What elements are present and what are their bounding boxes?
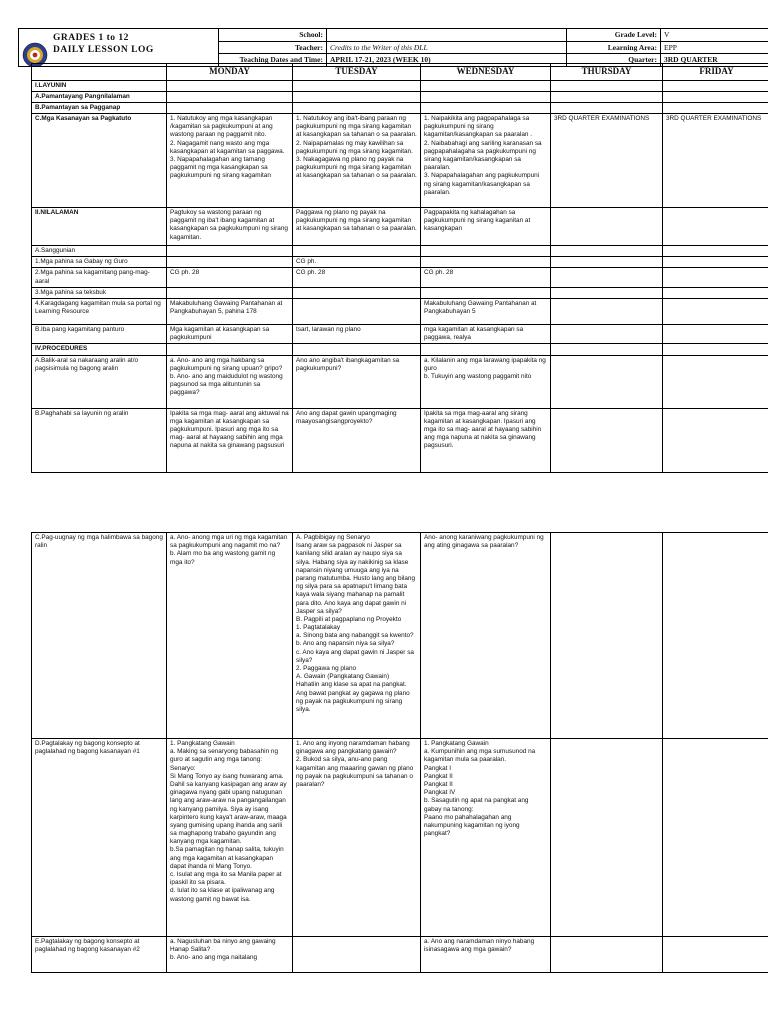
cell-monday: 1. Natutukoy ang mga kasangkapan /kagamitan sa pagkukumpuni at ang wastong paraan ng paggamit nito. 2. Nagagamit nang wasto ang mga kasangkapan at kagamitan sa paggawa. 3. Napapahalagahan ang tamang paggamit ng mga kasangkapan sa pagkukumpuni ng sirang kagamitan <box>167 114 293 208</box>
quarter-label: Quarter: <box>567 54 661 67</box>
cell-tuesday <box>293 299 421 325</box>
cell-wednesday: Makabuluhang Gawaing Pantahanan at Pangkabuhayan 5 <box>421 299 551 325</box>
cell-thursday <box>551 208 663 246</box>
cell-thursday <box>551 299 663 325</box>
cell-friday <box>663 208 768 246</box>
cell-monday <box>167 246 293 257</box>
learning-area-value: EPP <box>661 41 768 54</box>
cell-tuesday <box>293 287 421 298</box>
form-title: GRADES 1 to 12 <box>53 33 129 43</box>
day-header-wednesday: WEDNESDAY <box>421 64 551 81</box>
cell-tuesday: Paggawa ng plano ng payak na pagkukumpuni ng mga sirang kagamitan at kasangkapan sa tahanan o sa paaralan. <box>293 208 421 246</box>
cell-monday: Pagtukoy sa wastong paraan ng paggamit ng iba't ibang kagamitan at kasangkapan sa pagkukumpuni ng sirang kagamitan. <box>167 208 293 246</box>
lesson-row <box>32 102 768 113</box>
cell-wednesday: mga kagamitan at kasangkapan sa paggawa, realya <box>421 325 551 344</box>
grade-level-value: V <box>661 29 768 42</box>
cell-monday: 1. Pangkatang Gawain a. Making sa senaryong babasahin ng guro at sagutin ang mga tanong: Senaryo: Si Mang Tonyo ay isang huwarang ama. Dahil sa kanyang kasipagan ang araw ay ginagawa nyang gabi upang natugunan lang ang araw-araw na pangangailangan ng kanyang pamilya. Siya ay isang karpintero kung kaya't araw-araw, maaga syang gumising upang ihanda ang sarili sa maghapong trabaho gayundin ang kanyang mga kagamitan. b.Sa pamagitan ng hanap salita, tukuyin ang mga kagamitan at kasangkapan dapat ihanda ni Mang Tonyo. c. Isulat ang mga ito sa Manila paper at ipaskil ito sa pisara. d. Iulat ito sa klase at ipaliwanag ang wastong gamit ng bawat isa. <box>167 739 293 937</box>
lesson-row <box>32 408 768 472</box>
cell-tuesday: Ano ano angiba't ibangkagamitan sa pagkukumpuni? <box>293 355 421 408</box>
row-label: 3.Mga pahina sa teksbuk <box>32 287 167 298</box>
cell-monday <box>167 80 293 91</box>
lesson-row <box>32 80 768 91</box>
row-label: A.Pamantayang Pangnilalaman <box>32 91 167 102</box>
row-label: 4.Karagdagang kagamitan mula sa portal ng Learning Resource <box>32 299 167 325</box>
cell-monday: Makabuluhang Gawaing Pantahanan at Pangkabuhayan 5, pahina 178 <box>167 299 293 325</box>
cell-tuesday: 1. Natutukoy ang iba't-ibang paraan ng pagkukumpuni ng mga sirang kagamitan at kasangkapan sa tahanan o sa paaralan. 2. Naipapamalas ng may kawilihan sa pagkukumpuni ng mga sirang kagamitan. 3. Nakagagawa ng plano ng payak na pagkukumpuni ng mga sirang kagamitan at kasangkapan sa tahanan o sa paaralan. <box>293 114 421 208</box>
cell-thursday <box>551 102 663 113</box>
cell-wednesday <box>421 287 551 298</box>
cell-wednesday <box>421 102 551 113</box>
lesson-row <box>32 287 768 298</box>
lesson-row <box>32 355 768 408</box>
row-label: 2.Mga pahina sa kagamitang pang-mag-aaral <box>32 268 167 287</box>
day-header-thursday: THURSDAY <box>551 64 663 81</box>
cell-thursday <box>551 344 663 355</box>
day-header-blank <box>32 64 167 81</box>
cell-monday: Ipakita sa mga mag- aaral ang aktuwal na mga kagamitan at kasangkapan sa pagkukumpuni. Ipasuri ang mga ito sa mag- aaral at hayaang sabihin ang mga napuna at nakita sa ginawang pagsusuri <box>167 408 293 472</box>
cell-thursday <box>551 91 663 102</box>
cell-monday: a. Nagustuhan ba ninyo ang gawaing Hanap Salita? b. Ano- ano ang mga naitalang <box>167 937 293 973</box>
cell-thursday <box>551 246 663 257</box>
cell-friday: 3RD QUARTER EXAMINATIONS <box>663 114 768 208</box>
cell-wednesday <box>421 80 551 91</box>
cell-thursday: 3RD QUARTER EXAMINATIONS <box>551 114 663 208</box>
cell-wednesday <box>421 344 551 355</box>
cell-friday <box>663 937 768 973</box>
cell-friday <box>663 533 768 739</box>
lesson-row <box>32 325 768 344</box>
row-label: A.Balik-aral sa nakaraang aralin at/o pagsisimula ng bagong aralin <box>32 355 167 408</box>
row-label: C.Mga Kasanayan sa Pagkatuto <box>32 114 167 208</box>
learning-area-label: Learning Area: <box>567 41 661 54</box>
cell-wednesday <box>421 257 551 268</box>
lesson-row <box>32 91 768 102</box>
cell-monday: a. Ano- anong mga uri ng mga kagamitan sa pagkukumpuni ang nagamit mo na? b. Alam mo ba ang wastong gamit ng mga ito? <box>167 533 293 739</box>
cell-wednesday: Ano- anong karaniwang pagkukumpuni ng ang ating ginagawa sa paaralan? <box>421 533 551 739</box>
cell-thursday <box>551 268 663 287</box>
cell-tuesday: Ano ang dapat gawin upangmaging maayosangisangproyekto? <box>293 408 421 472</box>
row-label: C.Pag-uugnay ng mga halimbawa sa bagong ralin <box>32 533 167 739</box>
cell-tuesday <box>293 344 421 355</box>
cell-tuesday <box>293 246 421 257</box>
cell-thursday <box>551 408 663 472</box>
dll-header-table <box>18 28 768 67</box>
teaching-dates-value: APRIL 17-21, 2023 (WEEK 10) <box>327 54 567 67</box>
row-label: I.LAYUNIN <box>32 80 167 91</box>
lesson-row <box>32 246 768 257</box>
cell-wednesday <box>421 91 551 102</box>
cell-thursday <box>551 257 663 268</box>
grade-level-label: Grade Level: <box>567 29 661 42</box>
cell-wednesday: 1. Naipakikita ang pagpapahalaga sa pagkukumpuni ng sirang kagamitan/kasangkapan sa paaralan . 2. Naibabahagi ang sariling karanasan sa pagpapahalagaha sa pagkukumpuni ng sirang kagamitan/kasangkapan sa paaralan. 3. Napapahalagahan ang pagkukumpuni ng sirang kagamitan/kasangkapan sa paaralan. <box>421 114 551 208</box>
cell-tuesday <box>293 80 421 91</box>
cell-friday <box>663 80 768 91</box>
cell-wednesday: Ipakita sa mga mag-aaral ang sirang kagamitan at kasangkapan. Ipasuri ang mga ito sa mag- aaral at hayaang sabihin ang mga napuna at nakita sa ginawang pagsusuri. <box>421 408 551 472</box>
cell-tuesday: 1. Ano ang inyong naramdaman habang ginagawa ang pangkatang gawain? 2. Bukod sa silya, anu-ano pang kagamitan ang maaaring gawan ng plano ng payak na pagkukumpuni sa tahanan o paaralan? <box>293 739 421 937</box>
row-label: E.Pagtalakay ng bagong konsepto at paglalahad ng bagong kasanayan #2 <box>32 937 167 973</box>
cell-friday <box>663 257 768 268</box>
lesson-row <box>32 937 768 973</box>
cell-friday <box>663 739 768 937</box>
cell-friday <box>663 325 768 344</box>
teaching-dates-label: Teaching Dates and Time: <box>219 54 327 67</box>
lesson-table-page1 <box>31 63 768 473</box>
logo-cell <box>19 29 219 67</box>
cell-wednesday: Pagpapakita ng kahalagahan sa pagkukumpuni ng sirang kaganitan at kasangkapan <box>421 208 551 246</box>
row-label: B.Iba pang kagamitang panturo <box>32 325 167 344</box>
lesson-row <box>32 268 768 287</box>
row-label: 1.Mga pahina sa Gabay ng Guro <box>32 257 167 268</box>
cell-tuesday: A. Pagbibigay ng Senaryo Isang araw sa pagpasok ni Jasper sa kanilang silid aralan ay naupo siya sa silya. Habang siya ay nakikinig sa klase napansin niyang umuuga ang iya na parang matutumba. Husto lang ang bilang ng silya para sa apatnapu't limang bata kaya wala siyang mahanap na pamalit para dito. Ano kaya ang dapat gawin ni Jasper sa silya? B. Pagpili at pagpaplano ng Proyekto 1. Pagtatalakay a. Sinong bata ang nabanggit sa kwento? b. Ano ang napansin niya sa silya? c. Ano kaya ang dapat gawin ni Jasper sa silya? 2. Paggawa ng plano A. Gawain (Pangkatang Gawain) Hahatiin ang klase sa apat na pangkat. Ang bawat pangkat ay gagawa ng plano ng payak na pagkukumpuni ng sirang silya. <box>293 533 421 739</box>
cell-tuesday <box>293 91 421 102</box>
cell-monday <box>167 91 293 102</box>
cell-thursday <box>551 739 663 937</box>
row-label: D.Pagtalakay ng bagong konsepto at paglalahad ng bagong kasanayan #1 <box>32 739 167 937</box>
cell-monday: CG ph. 28 <box>167 268 293 287</box>
lesson-row <box>32 299 768 325</box>
cell-wednesday: a. Ano ang naramdaman ninyo habang isinasagawa ang mga gawain? <box>421 937 551 973</box>
cell-friday <box>663 355 768 408</box>
cell-monday <box>167 102 293 113</box>
cell-monday: a. Ano- ano ang mga hakbang sa pagkukumpuni ng sirang upuan? gripo? b. Ano- ano ang maidudulot ng wastong pagsunod sa mga alituntunin sa paggawa? <box>167 355 293 408</box>
cell-wednesday <box>421 246 551 257</box>
lesson-row <box>32 257 768 268</box>
teacher-value: Credits to the Writer of this DLL <box>327 41 567 54</box>
day-header-friday: FRIDAY <box>663 64 768 81</box>
quarter-value: 3RD QUARTER <box>661 54 768 67</box>
day-header-tuesday: TUESDAY <box>293 64 421 81</box>
cell-friday <box>663 287 768 298</box>
teacher-label: Teacher: <box>219 41 327 54</box>
lesson-row <box>32 533 768 739</box>
day-header-row <box>32 64 768 81</box>
cell-friday <box>663 102 768 113</box>
cell-tuesday: CG ph. 28 <box>293 268 421 287</box>
school-value <box>327 29 567 42</box>
cell-tuesday: tsart, larawan ng plano <box>293 325 421 344</box>
cell-thursday <box>551 937 663 973</box>
row-label: A.Sanggunian <box>32 246 167 257</box>
row-label: II.NILALAMAN <box>32 208 167 246</box>
lesson-row <box>32 344 768 355</box>
cell-tuesday <box>293 102 421 113</box>
cell-monday: Mga kagamitan at kasangkapan sa pagkukumpuni <box>167 325 293 344</box>
lesson-row <box>32 739 768 937</box>
lesson-table-page2 <box>31 532 768 973</box>
deped-seal-icon <box>22 32 48 66</box>
row-label: B.Paghahabi sa layunin ng aralin <box>32 408 167 472</box>
cell-friday <box>663 91 768 102</box>
row-label: B.Pamantayan sa Pagganap <box>32 102 167 113</box>
cell-wednesday: 1. Pangkatang Gawain a. Kumpunihin ang mga sumusunod na kagamitan mula sa paaralan. Pangkat I Pangkat II Pangkat II Pangkat IV b. Sasagutin ng apat na pangkat ang gabay na tanong: Paano mo pahahalagahan ang nakumpuning kagamitan ng iyong pangkat? <box>421 739 551 937</box>
cell-tuesday <box>293 937 421 973</box>
cell-wednesday: CG ph. 28 <box>421 268 551 287</box>
cell-tuesday: CG ph. <box>293 257 421 268</box>
cell-friday <box>663 344 768 355</box>
cell-thursday <box>551 355 663 408</box>
day-header-monday: MONDAY <box>167 64 293 81</box>
cell-monday <box>167 344 293 355</box>
cell-monday <box>167 287 293 298</box>
cell-thursday <box>551 533 663 739</box>
cell-thursday <box>551 80 663 91</box>
cell-friday <box>663 408 768 472</box>
lesson-row <box>32 208 768 246</box>
form-subtitle: DAILY LESSON LOG <box>53 44 154 55</box>
cell-wednesday: a. Kilalanin ang mga larawang ipapakita ng guro b. Tukuyin ang wastong paggamit nito <box>421 355 551 408</box>
lesson-row <box>32 114 768 208</box>
cell-thursday <box>551 325 663 344</box>
cell-monday <box>167 257 293 268</box>
cell-thursday <box>551 287 663 298</box>
cell-friday <box>663 268 768 287</box>
school-label: School: <box>219 29 327 42</box>
cell-friday <box>663 246 768 257</box>
row-label: IV.PROCEDURES <box>32 344 167 355</box>
cell-friday <box>663 299 768 325</box>
